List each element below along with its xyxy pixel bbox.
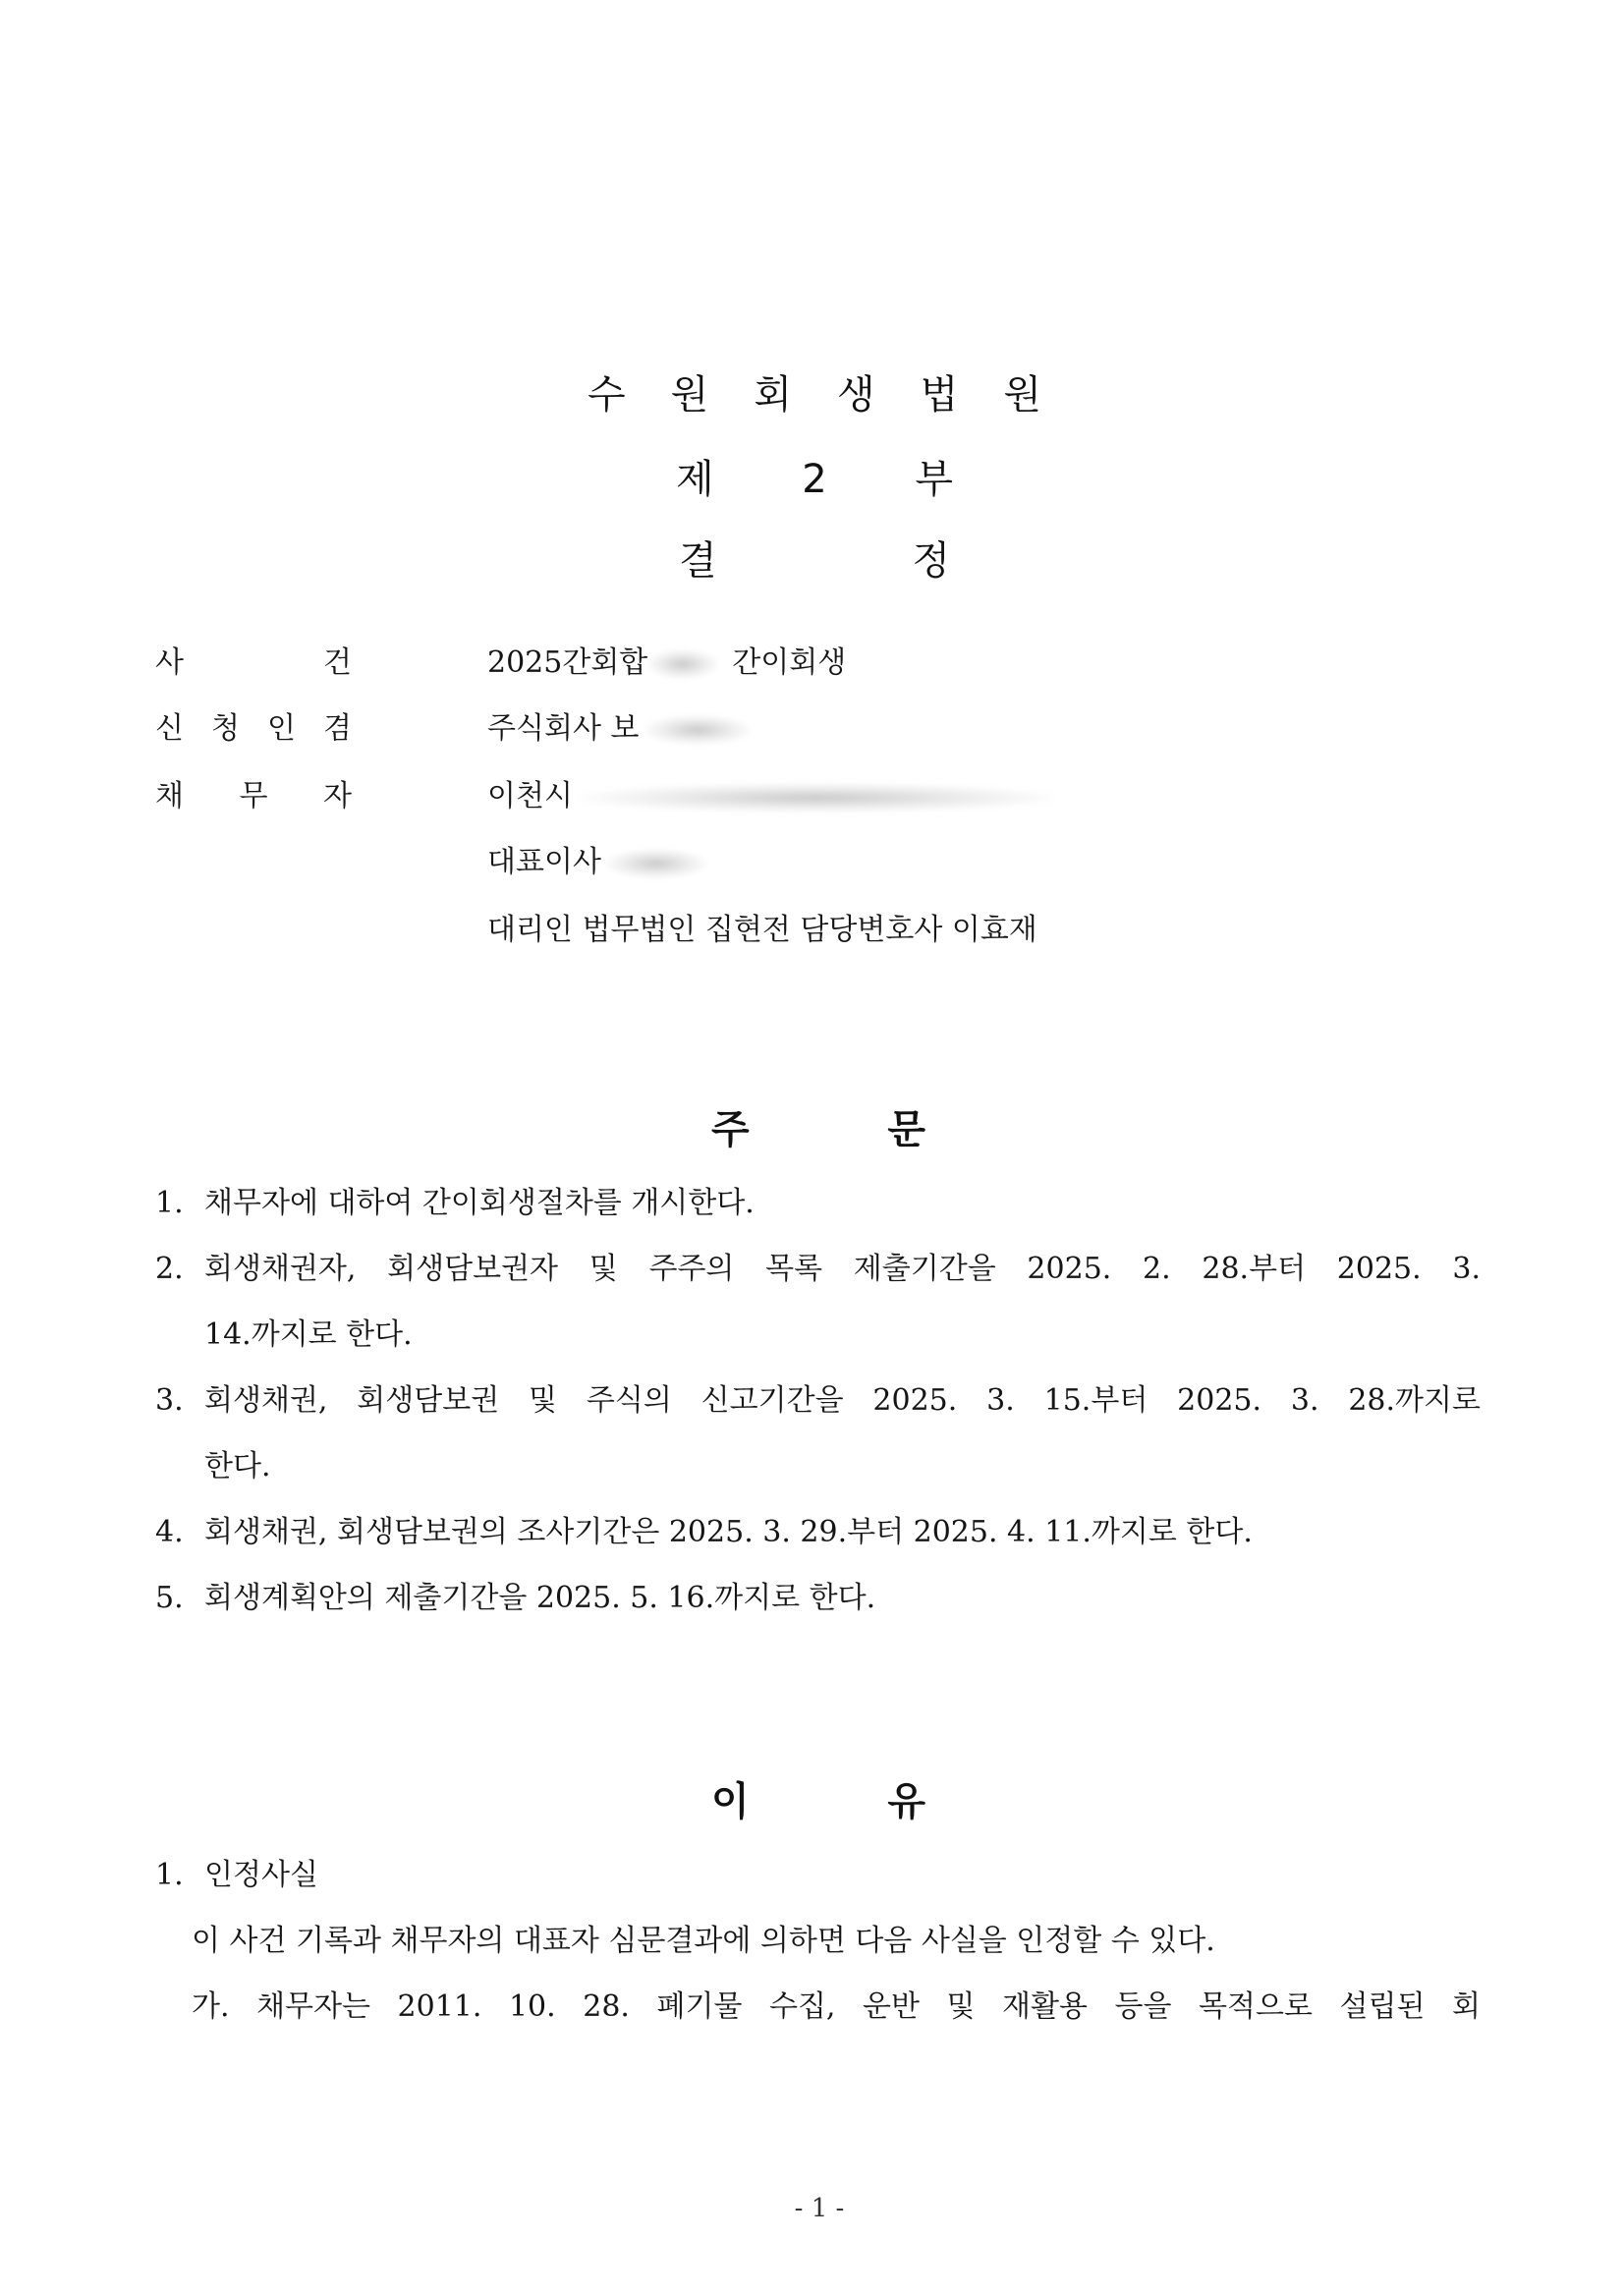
case-label: 사 건 xyxy=(155,645,352,680)
order-item-line: 회생채권자, 회생담보권자 및 주주의 목록 제출기간을 2025. 2. 28.부터 2025. 3. xyxy=(204,1252,1481,1286)
division-name: 제 2 부 xyxy=(676,457,953,502)
reasons-section-title: 인정사실 xyxy=(204,1858,318,1892)
order-item-text xyxy=(204,1236,1481,1368)
applicant-name xyxy=(487,704,751,754)
order-item-number: 4. xyxy=(155,1515,184,1549)
order-item-text xyxy=(204,1170,1481,1236)
order-item-text xyxy=(204,1565,1481,1631)
order-item-line: 14.까지로 한다. xyxy=(204,1317,413,1352)
debtor-representative xyxy=(487,838,707,887)
representative-row xyxy=(0,838,1624,887)
debtor-address xyxy=(487,772,1052,821)
case-row xyxy=(0,639,1624,688)
redaction-mark xyxy=(605,849,707,878)
order-item-number: 1. xyxy=(155,1186,184,1220)
order-item xyxy=(155,1170,1481,1236)
order-heading: 주 문 xyxy=(711,1107,925,1152)
order-item xyxy=(155,1565,1481,1631)
order-item-line: 회생채권, 회생담보권 및 주식의 신고기간을 2025. 3. 15.부터 2025. 3. 28.까지로 xyxy=(204,1383,1481,1418)
reasons-section-number: 1. xyxy=(155,1858,184,1892)
order-list xyxy=(155,1170,1481,1631)
case-type: 간이회생 xyxy=(732,645,847,680)
reasons-paragraph-ga: 가. 채무자는 2011. 10. 28. 폐기물 수집, 운반 및 재활용 등을 목적으로 설립된 회 xyxy=(192,1989,1481,2024)
order-item-line: 회생채권, 회생담보권의 조사기간은 2025. 3. 29.부터 2025. 4. 11.까지로 한다. xyxy=(204,1515,1253,1549)
reasons-intro-paragraph: 이 사건 기록과 채무자의 대표자 심문결과에 의하면 다음 사실을 인정할 수 있다. xyxy=(192,1924,1215,1958)
redaction-mark xyxy=(647,649,718,679)
debtor-agent: 대리인 법무법인 집현전 담당변호사 이효재 xyxy=(487,913,1037,947)
applicant-name-text: 주식회사 보 xyxy=(487,711,640,746)
applicant-row xyxy=(0,704,1624,754)
redaction-mark xyxy=(644,715,751,745)
document-type: 결 정 xyxy=(679,538,950,584)
debtor-label: 채 무 자 xyxy=(155,779,352,813)
reasons-heading: 이 유 xyxy=(711,1779,925,1824)
debtor-address-text: 이천시 xyxy=(487,779,573,813)
order-item xyxy=(155,1368,1481,1499)
order-item-line: 채무자에 대하여 간이회생절차를 개시한다. xyxy=(204,1186,755,1220)
case-number xyxy=(487,639,846,688)
case-number-prefix: 2025간회합 xyxy=(487,645,648,680)
order-item xyxy=(155,1236,1481,1368)
order-item-text xyxy=(204,1499,1481,1565)
court-name: 수 원 회 생 법 원 xyxy=(588,372,1041,418)
order-item xyxy=(155,1499,1481,1565)
order-item-number: 3. xyxy=(155,1383,184,1418)
order-item-line: 한다. xyxy=(204,1449,271,1484)
order-item-line: 회생계획안의 제출기간을 2025. 5. 16.까지로 한다. xyxy=(204,1581,876,1615)
agent-row xyxy=(0,906,1624,955)
page-number: - 1 - xyxy=(794,2194,845,2223)
debtor-row xyxy=(0,772,1624,821)
order-item-text xyxy=(204,1368,1481,1499)
applicant-label: 신 청 인 겸 xyxy=(155,711,352,746)
order-item-number: 5. xyxy=(155,1581,184,1615)
reasons-section-heading xyxy=(155,1842,1481,1908)
reasons-body xyxy=(155,1842,1481,2040)
debtor-representative-text: 대표이사 xyxy=(487,845,601,879)
order-item-number: 2. xyxy=(155,1252,184,1286)
redaction-mark xyxy=(581,783,1052,812)
